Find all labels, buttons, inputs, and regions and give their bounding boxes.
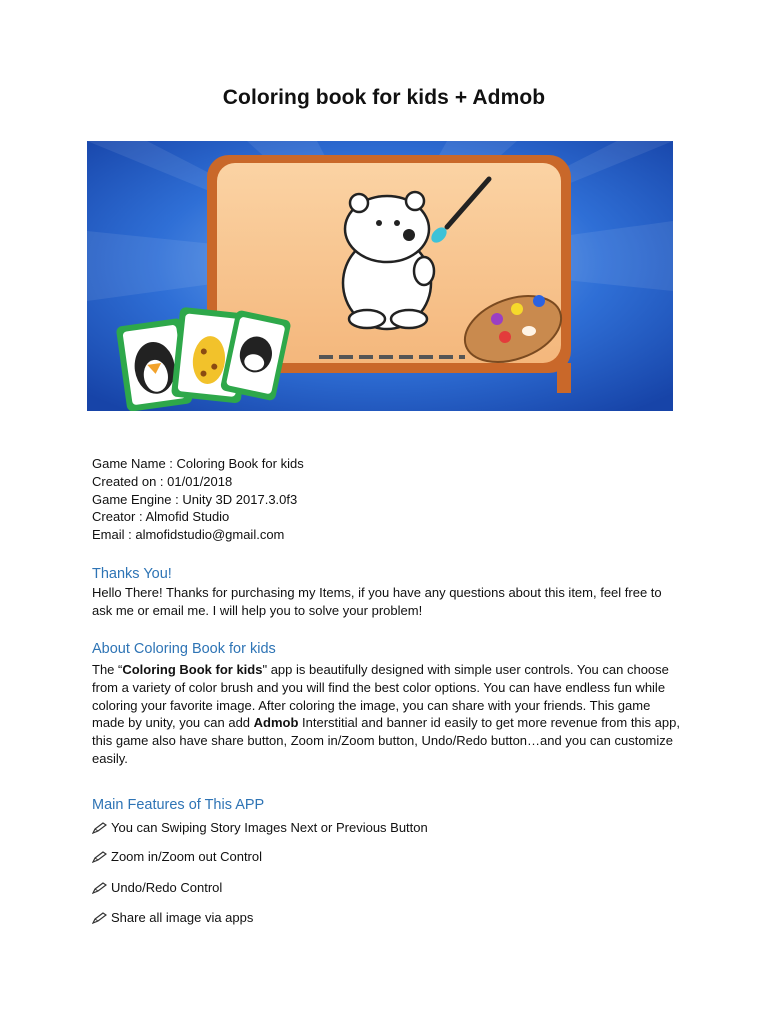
app-name-bold: Coloring Book for kids <box>122 662 263 677</box>
game-info <box>92 455 304 544</box>
feature-item: Share all image via apps <box>92 910 253 927</box>
bear-illustration <box>343 192 434 329</box>
admob-bold: Admob <box>253 715 299 731</box>
about-paragraph: The “Coloring Book for kids" app is beautifully designed with simple user controls. You can choose from a variety of color brush and you will find the best color options. You can have endless fun while coloring your favorite image. After coloring the image, you can share with your friends. This game made by unity, you can add Admob Interstitial and banner id easily to get more revenue from this app, this game also have share button, Zoom in/Zoom button, Undo/Redo button…and you can customize easily. <box>92 662 680 766</box>
creator: Creator : Almofid Studio <box>92 509 230 525</box>
banner-image <box>87 141 673 411</box>
game-name: Game Name : Coloring Book for kids <box>92 456 304 471</box>
email: Email : almofidstudio@gmail.com <box>92 527 285 543</box>
document-title: Coloring book for kids + Admob <box>222 86 546 109</box>
created-on: Created on : 01/01/2018 <box>92 473 233 489</box>
pencil-icon <box>92 882 107 897</box>
feature-item: Zoom in/Zoom out Control <box>92 849 262 866</box>
pencil-icon <box>92 912 107 927</box>
pencil-icon <box>92 822 107 837</box>
about-heading: About Coloring Book for kids <box>92 641 276 657</box>
feature-item: Undo/Redo Control <box>92 880 222 897</box>
thanks-paragraph: Hello There! Thanks for purchasing my Items, if you have any questions about this item, feel free to ask me or email me. I will help you to solve your problem! <box>92 585 662 618</box>
thanks-heading: Thanks You! <box>92 566 172 582</box>
pencil-icon <box>92 851 107 866</box>
game-engine: Game Engine : Unity 3D 2017.3.0f3 <box>92 491 298 507</box>
feature-item: You can Swiping Story Images Next or Previous Button <box>92 820 428 837</box>
features-heading: Main Features of This APP <box>92 797 265 813</box>
